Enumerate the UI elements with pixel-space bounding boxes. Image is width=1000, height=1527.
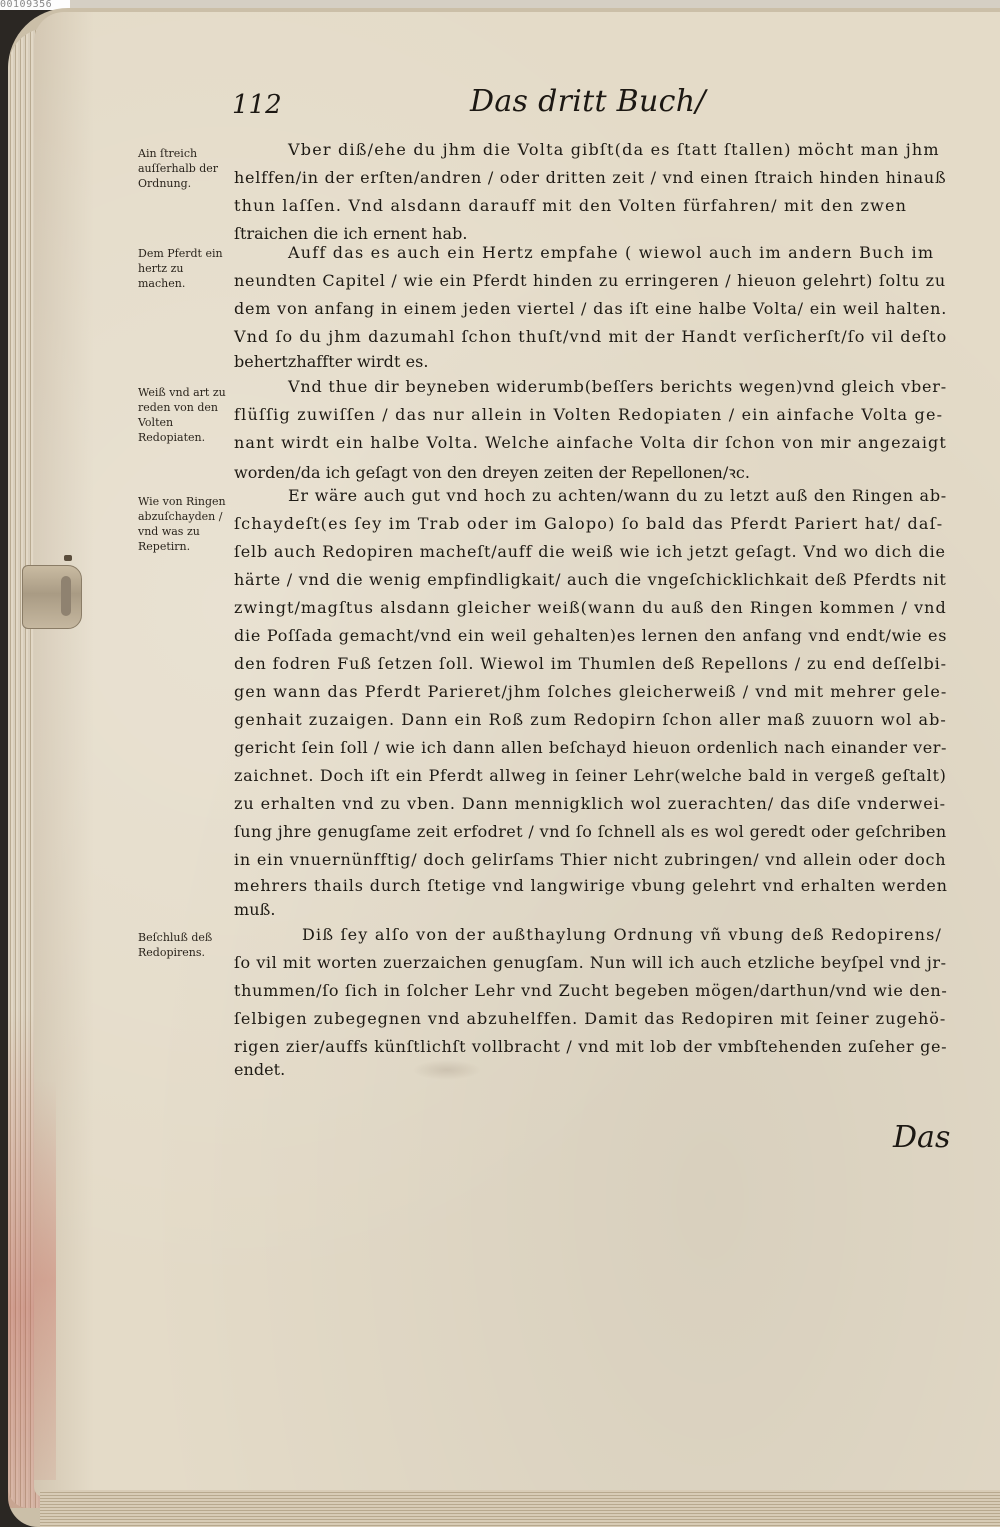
text-line: Er wäre auch gut vnd hoch zu achten/wann du zu letzt auß den Ringen ab- <box>288 486 947 505</box>
margin-note: Ain ſtreich auſſerhalb der Ordnung. <box>138 147 219 190</box>
text-line: ſtraichen die ich ernent hab. <box>234 224 468 243</box>
text-line: genhait zuzaigen. Dann ein Roß zum Redopirn ſchon aller maß zuuorn wol ab- <box>234 710 947 729</box>
bookmark-tab <box>22 565 82 629</box>
margin-note: Weiß vnd art zu reden von den Volten Redopiaten. <box>138 386 226 444</box>
text-line: Vnd thue dir beyneben widerumb(beſſers berichts wegen)vnd gleich vber- <box>288 377 947 396</box>
text-line: Diß ſey alſo von der außthaylung Ordnung vñ vbung deß Redopirens/ <box>302 925 943 944</box>
text-line: Auff das es auch ein Hertz empfahe ( wiewol auch im andern Buch im <box>288 243 935 262</box>
text-line: ſelb auch Redopiren macheſt/auff die weiß wie ich jetzt geſagt. Vnd wo dich die <box>234 542 946 561</box>
text-line: behertzhaffter wirdt es. <box>234 352 429 371</box>
text-line: härte / vnd die wenig empfindligkait/ auch die vngeſchicklichkait deß Pferdts nit <box>234 570 947 589</box>
text-line: mehrers thails durch ſtetige vnd langwirige vbung gelehrt vnd erhalten werden <box>234 876 948 895</box>
text-line: gericht ſein ſoll / wie ich dann allen beſchayd hieuon ordenlich nach einander ver- <box>234 738 947 757</box>
text-line: zwingt/magſtus alsdann gleicher weiß(wann du auß den Ringen kommen / vnd <box>234 598 947 617</box>
text-line: flüſſig zuwiſſen / das nur allein in Volten Redopiaten / ein ainfache Volta ge- <box>234 405 944 424</box>
text-line: ſchaydeſt(es ſey im Trab oder im Galopo) ſo bald das Pferdt Pariert hat/ daſ- <box>234 514 944 533</box>
text-line: helffen/in der erſten/andren / oder dritten zeit / vnd einen ſtraich hinden hinauß <box>234 168 947 187</box>
text-line: thun laſſen. Vnd alsdann darauff mit den Volten fürfahren/ mit den zwen <box>234 196 908 215</box>
book-bottom-edge <box>40 1490 1000 1527</box>
margin-note: Dem Pferdt ein hertz zu machen. <box>138 247 223 290</box>
page-number: 112 <box>232 90 282 120</box>
text-line: endet. <box>234 1060 286 1079</box>
scan-id-label: 00109356 <box>0 0 70 10</box>
text-line: rigen zier/auffs künſtlichſt vollbracht / vnd mit lob der vmbſtehenden zuſeher ge- <box>234 1037 948 1056</box>
text-line: ſung jhre genugſame zeit erfodret / vnd ſo ſchnell als es wol geredt oder geſchriben <box>234 822 947 841</box>
ink-dot <box>64 555 72 561</box>
margin-note: Wie von Ringen abzuſchayden / vnd was zu Repetirn. <box>138 495 226 553</box>
catchword: Das <box>893 1120 951 1155</box>
page-red-stain <box>34 1080 56 1480</box>
text-line: ſo vil mit worten zuerzaichen genugſam. Nun will ich auch etzliche beyſpel vnd jr- <box>234 953 947 972</box>
text-line: in ein vnuernünfftig/ doch gelirſams Thier nicht zubringen/ vnd allein oder doch <box>234 850 947 869</box>
text-line: muß. <box>234 900 276 919</box>
text-line: gen wann das Pferdt Parieret/jhm ſolches gleicherweiß / vnd mit mehrer gele- <box>234 682 948 701</box>
ink-smudge <box>412 1060 482 1080</box>
margin-note: Beſchluß deß Redopirens. <box>138 931 213 959</box>
text-line: den fodren Fuß ſetzen ſoll. Wiewol im Thumlen deß Repellons / zu end deſſelbi- <box>234 654 947 673</box>
text-line: worden/da ich geſagt von den dreyen zeiten der Repellonen/ꝛc. <box>234 463 751 482</box>
text-line: zaichnet. Doch iſt ein Pferdt allweg in ſeiner Lehr(welche bald in vergeß geſtalt) <box>234 766 947 785</box>
text-line: die Poſſada gemacht/vnd ein weil gehalten)es lernen den anfang vnd endt/wie es <box>234 626 948 645</box>
text-line: Vnd ſo du jhm dazumahl ſchon thuſt/vnd mit der Handt verſicherſt/ſo vil deſto <box>234 327 948 346</box>
text-line: dem von anfang in einem jeden viertel / das iſt eine halbe Volta/ ein weil halten. <box>234 299 948 318</box>
tab-slot <box>61 576 71 616</box>
text-line: zu erhalten vnd zu vben. Dann mennigklich wol zuerachten/ das diſe vnderwei- <box>234 794 946 813</box>
text-line: Vber diß/ehe du jhm die Volta gibſt(da es ſtatt ſtallen) möcht man jhm <box>288 140 940 159</box>
text-line: neundten Capitel / wie ein Pferdt hinden zu erringeren / hieuon gelehrt) ſoltu zu <box>234 271 946 290</box>
text-line: ſelbigen zubegegnen vnd abzuhelffen. Damit das Redopiren mit ſeiner zugehö- <box>234 1009 947 1028</box>
running-head-title: Das dritt Buch/ <box>470 84 706 119</box>
text-line: nant wirdt ein halbe Volta. Welche ainfache Volta dir ſchon von mir angezaigt <box>234 433 947 452</box>
text-line: thummen/ſo ſich in ſolcher Lehr vnd Zucht begeben mögen/darthun/vnd wie den- <box>234 981 948 1000</box>
